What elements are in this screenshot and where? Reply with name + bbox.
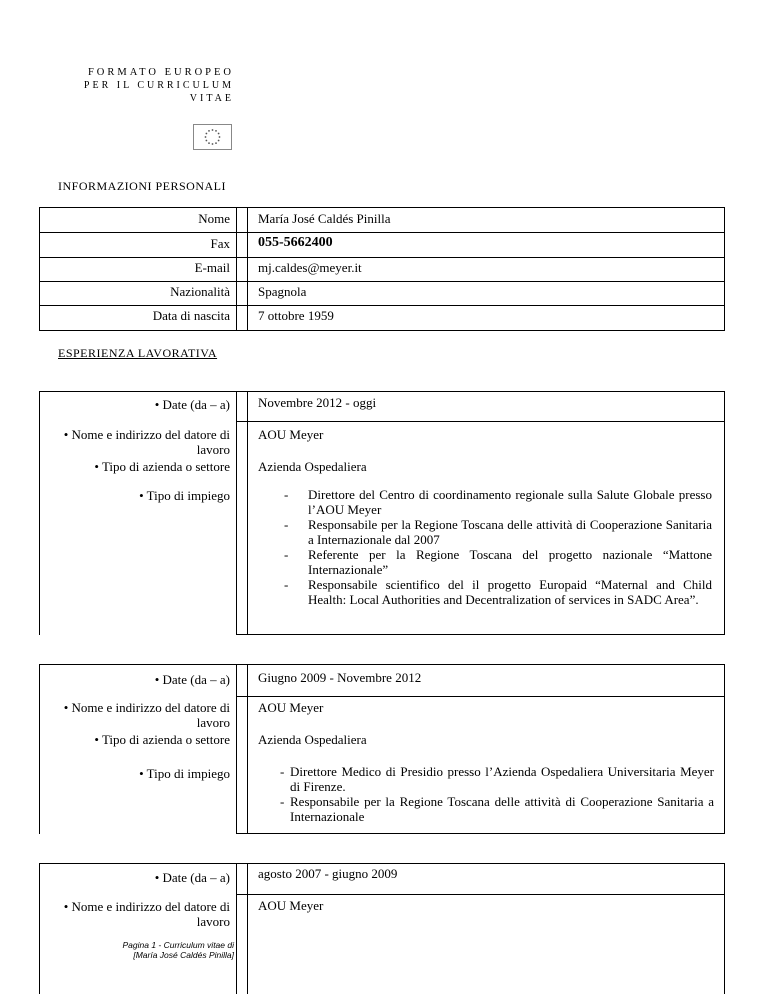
value-email: mj.caldes@meyer.it (258, 260, 362, 275)
entry1-sector-value: Azienda Ospedaliera (258, 459, 367, 474)
entry3-employer-label: • Nome e indirizzo del datore di lavoro (63, 899, 230, 929)
header-line-3: VITAE (189, 93, 234, 104)
label-data-nascita: Data di nascita (152, 308, 230, 323)
list-item: - Direttore del Centro di coordinamento regionale sulla Salute Globale presso l’AOU Meyer (258, 487, 712, 517)
entry3-date-label: • Date (da – a) (154, 870, 230, 885)
list-item: - Responsabile scientifico del il progetto Europaid “Maternal and Child Health: Local Authorities and Decentralization of services in SADC Area”. (258, 577, 712, 607)
list-item: - Responsabile per la Regione Toscana delle attività di Cooperazione Sanitaria a Internazionale (252, 794, 714, 824)
value-nome: María José Caldés Pinilla (258, 211, 391, 226)
list-item: - Responsabile per la Regione Toscana delle attività di Cooperazione Sanitaria a Internazionale dal 2007 (258, 517, 712, 547)
entry1-job-list (258, 487, 712, 607)
label-nazionalita: Nazionalità (170, 284, 230, 299)
footer-line-2: [María José Caldés Pinilla] (133, 950, 234, 960)
entry2-job-label: • Tipo di impiego (139, 766, 230, 781)
entry2-job-list (252, 764, 714, 824)
label-nome: Nome (198, 211, 230, 226)
cv-header (60, 66, 234, 105)
entry1-employer-value: AOU Meyer (258, 427, 324, 442)
entry1-job-label: • Tipo di impiego (139, 488, 230, 503)
label-email: E-mail (194, 260, 230, 275)
footer-line-1: Pagina 1 - Curriculum vitae di (122, 940, 234, 950)
page-footer (70, 940, 234, 960)
entry1-date-label: • Date (da – a) (154, 397, 230, 412)
entry2-employer-value: AOU Meyer (258, 700, 324, 715)
entry1-date-value: Novembre 2012 - oggi (258, 395, 377, 410)
experience-heading: ESPERIENZA LAVORATIVA (58, 346, 218, 360)
eu-flag-icon (193, 124, 232, 150)
value-fax: 055-5662400 (258, 235, 333, 250)
header-line-2: PER IL CURRICULUM (83, 80, 234, 91)
personal-info-heading: INFORMAZIONI PERSONALI (58, 179, 227, 193)
value-nazionalita: Spagnola (258, 284, 307, 299)
value-data-nascita: 7 ottobre 1959 (258, 308, 334, 323)
label-fax: Fax (210, 236, 230, 251)
entry2-sector-label: • Tipo di azienda o settore (94, 732, 230, 747)
entry1-sector-label: • Tipo di azienda o settore (94, 459, 230, 474)
entry1-employer-label: • Nome e indirizzo del datore di lavoro (63, 427, 230, 457)
entry2-sector-value: Azienda Ospedaliera (258, 732, 367, 747)
entry2-date-label: • Date (da – a) (154, 672, 230, 687)
header-line-1: FORMATO EUROPEO (87, 67, 234, 78)
list-item: - Referente per la Regione Toscana del progetto nazionale “Mattone Internazionale” (258, 547, 712, 577)
entry2-date-value: Giugno 2009 - Novembre 2012 (258, 670, 422, 685)
entry2-employer-label: • Nome e indirizzo del datore di lavoro (63, 700, 230, 730)
entry3-date-value: agosto 2007 - giugno 2009 (258, 866, 398, 881)
list-item: - Direttore Medico di Presidio presso l’Azienda Ospedaliera Universitaria Meyer di Firenze. (252, 764, 714, 794)
entry3-employer-value: AOU Meyer (258, 898, 324, 913)
